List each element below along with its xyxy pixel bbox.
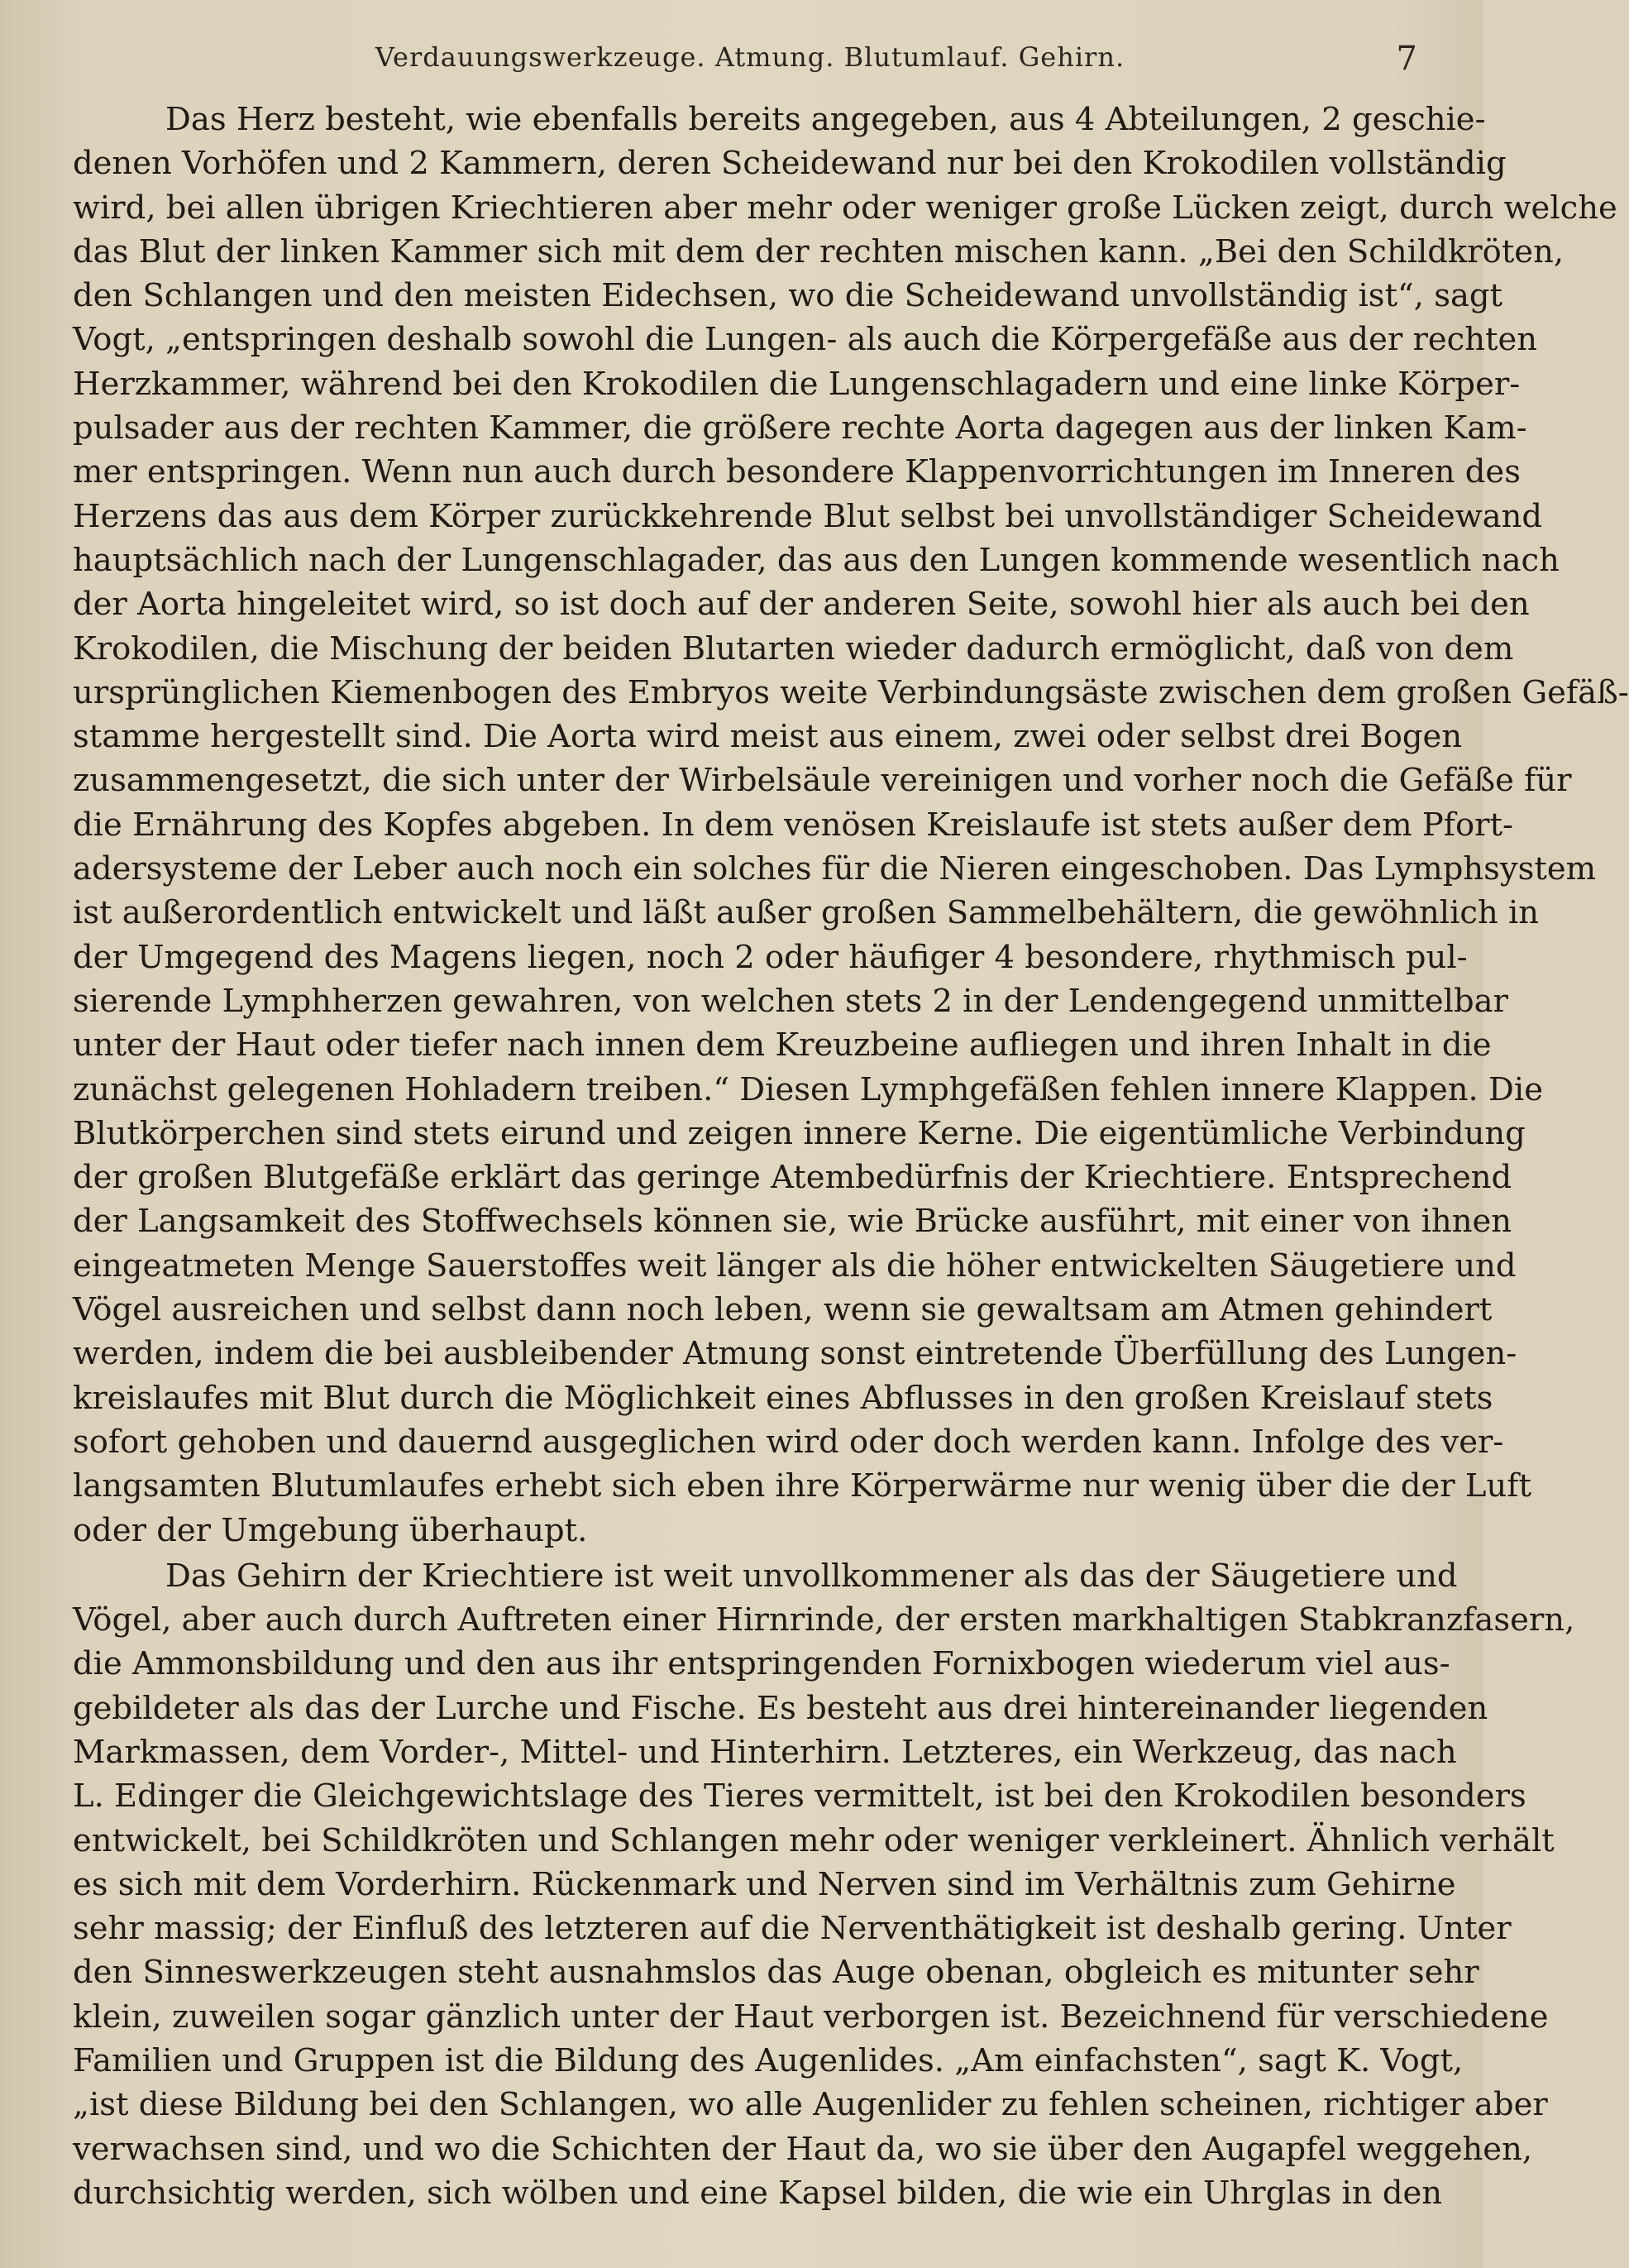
body-text <box>73 98 1629 2215</box>
text-line: den Sinneswerkzeugen steht ausnahmslos das Auge obenan, obgleich es mitunter sehr <box>73 1954 1479 1992</box>
text-line: eingeatmeten Menge Sauerstoffes weit länger als die höher entwickelten Säugetiere und <box>73 1246 1517 1285</box>
text-line: oder der Umgebung überhaupt. <box>73 1511 588 1549</box>
text-line: mer entspringen. Wenn nun auch durch besondere Klappenvorrichtungen im Inneren des <box>73 453 1521 491</box>
page-number: 7 <box>1396 40 1417 78</box>
text-line: den Schlangen und den meisten Eidechsen, wo die Scheidewand unvollständig ist“, sagt <box>73 277 1503 315</box>
text-line: kreislaufes mit Blut durch die Möglichkeit eines Abflusses in den großen Kreislauf stets <box>73 1379 1493 1417</box>
text-line: Familien und Gruppen ist die Bildung des Augenlides. „Am einfachsten“, sagt K. Vogt, <box>73 2042 1464 2080</box>
text-line: klein, zuweilen sogar gänzlich unter der Haut verborgen ist. Bezeichnend für verschiedene <box>73 1998 1549 2036</box>
page-header <box>74 33 1426 91</box>
text-line: pulsader aus der rechten Kammer, die größere rechte Aorta dagegen aus der linken Kam- <box>73 409 1527 447</box>
text-line: L. Edinger die Gleichgewichtslage des Tieres vermittelt, ist bei den Krokodilen besonders <box>73 1778 1526 1816</box>
text-line: der großen Blutgefäße erklärt das geringe Atembedürfnis der Kriechtiere. Entsprechend <box>73 1159 1512 1197</box>
text-line: verwachsen sind, und wo die Schichten der Haut da, wo sie über den Augapfel weggehen, <box>73 2130 1533 2168</box>
running-head: Verdauungswerkzeuge. Atmung. Blutumlauf. Gehirn. <box>375 41 1125 73</box>
text-line: gebildeter als das der Lurche und Fische. Es besteht aus drei hintereinander liegenden <box>73 1689 1488 1727</box>
paragraph-1 <box>73 98 1629 1553</box>
text-line: sofort gehoben und dauernd ausgeglichen wird oder doch werden kann. Infolge des ver- <box>73 1423 1504 1461</box>
text-line: der Aorta hingeleitet wird, so ist doch auf der anderen Seite, sowohl hier als auch bei den <box>73 586 1530 624</box>
text-line: Vogt, „entspringen deshalb sowohl die Lungen- als auch die Körpergefäße aus der rechten <box>73 321 1538 359</box>
text-line: langsamten Blutumlaufes erhebt sich eben ihre Körperwärme nur wenig über die der Luft <box>73 1467 1532 1505</box>
text-line: Herzkammer, während bei den Krokodilen die Lungenschlagadern und eine linke Körper- <box>73 365 1521 403</box>
text-line: Markmassen, dem Vorder-, Mittel- und Hinterhirn. Letzteres, ein Werkzeug, das nach <box>73 1733 1457 1771</box>
text-line: es sich mit dem Vorderhirn. Rückenmark und Nerven sind im Verhältnis zum Gehirne <box>73 1865 1456 1903</box>
text-line: zusammengesetzt, die sich unter der Wirbelsäule vereinigen und vorher noch die Gefäße für <box>73 762 1572 800</box>
text-line: Krokodilen, die Mischung der beiden Blutarten wieder dadurch ermöglicht, daß von dem <box>73 629 1514 667</box>
text-line: ist außerordentlich entwickelt und läßt außer großen Sammelbehältern, die gewöhnlich in <box>73 894 1540 932</box>
text-line: unter der Haut oder tiefer nach innen dem Kreuzbeine aufliegen und ihren Inhalt in die <box>73 1026 1492 1065</box>
text-line: der Umgegend des Magens liegen, noch 2 oder häufiger 4 besondere, rhythmisch pul- <box>73 938 1468 976</box>
text-line: entwickelt, bei Schildkröten und Schlangen mehr oder weniger verkleinert. Ähnlich verhält <box>73 1821 1555 1859</box>
text-line: das Blut der linken Kammer sich mit dem der rechten mischen kann. „Bei den Schildkröten, <box>73 232 1565 270</box>
text-line: sierende Lymphherzen gewahren, von welchen stets 2 in der Lendengegend unmittelbar <box>73 982 1508 1020</box>
text-line: Herzens das aus dem Körper zurückkehrende Blut selbst bei unvollständiger Scheidewand <box>73 497 1543 535</box>
text-line: „ist diese Bildung bei den Schlangen, wo alle Augenlider zu fehlen scheinen, richtiger aber <box>73 2086 1548 2124</box>
text-line: Das Gehirn der Kriechtiere ist weit unvollkommener als das der Säugetiere und <box>165 1557 1458 1595</box>
text-line: stamme hergestellt sind. Die Aorta wird meist aus einem, zwei oder selbst drei Bogen <box>73 718 1463 756</box>
text-line: der Langsamkeit des Stoffwechsels können sie, wie Brücke ausführt, mit einer von ihnen <box>73 1203 1512 1241</box>
paragraph-2 <box>73 1554 1575 2215</box>
text-line: Vögel ausreichen und selbst dann noch leben, wenn sie gewaltsam am Atmen gehindert <box>73 1291 1493 1329</box>
text-line: Das Herz besteht, wie ebenfalls bereits angegeben, aus 4 Abteilungen, 2 geschie- <box>165 101 1486 138</box>
text-line: zunächst gelegenen Hohladern treiben.“ Diesen Lymphgefäßen fehlen innere Klappen. Die <box>73 1070 1543 1108</box>
text-line: Vögel, aber auch durch Auftreten einer Hirnrinde, der ersten markhaltigen Stabkranzfasern, <box>73 1601 1575 1639</box>
text-line: hauptsächlich nach der Lungenschlagader, das aus den Lungen kommende wesentlich nach <box>73 541 1560 579</box>
text-line: werden, indem die bei ausbleibender Atmung sonst eintretende Überfüllung des Lungen- <box>73 1335 1517 1373</box>
text-line: adersysteme der Leber auch noch ein solches für die Nieren eingeschoben. Das Lymphsystem <box>73 850 1597 888</box>
text-line: Blutkörperchen sind stets eirund und zeigen innere Kerne. Die eigentümliche Verbindung <box>73 1114 1526 1152</box>
text-line: wird, bei allen übrigen Kriechtieren aber mehr oder weniger große Lücken zeigt, durch welche <box>73 189 1617 227</box>
text-line: die Ammonsbildung und den aus ihr entspringenden Fornixbogen wiederum viel aus- <box>73 1645 1450 1683</box>
text-line: denen Vorhöfen und 2 Kammern, deren Scheidewand nur bei den Krokodilen vollständig <box>73 145 1507 183</box>
text-line: ursprünglichen Kiemenbogen des Embryos weite Verbindungsäste zwischen dem großen Gefäß- <box>73 673 1629 711</box>
text-line: durchsichtig werden, sich wölben und eine Kapsel bilden, die wie ein Uhrglas in den <box>73 2174 1443 2212</box>
text-line: sehr massig; der Einfluß des letzteren auf die Nerventhätigkeit ist deshalb gering. Unter <box>73 1910 1512 1948</box>
text-line: die Ernährung des Kopfes abgeben. In dem venösen Kreislaufe ist stets außer dem Pfort- <box>73 806 1514 844</box>
